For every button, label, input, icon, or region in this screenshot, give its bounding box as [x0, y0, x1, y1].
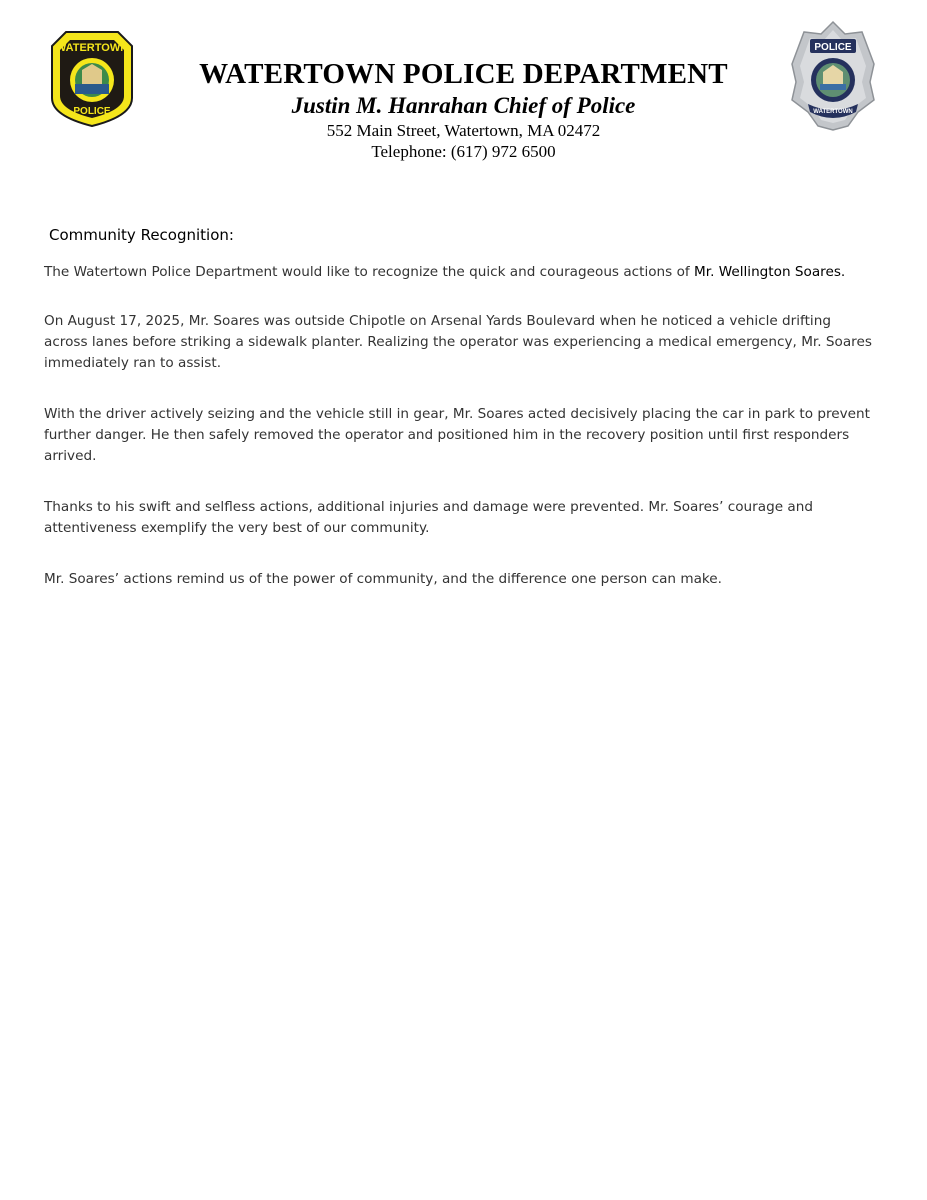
incident-paragraph: On August 17, 2025, Mr. Soares was outside Chipotle on Arsenal Yards Boulevard when he noticed a vehicle drifting across lanes before striking a sidewalk planter. Realizing the operator was experiencing a medical emergency, Mr. Soares immediately ran to assist. — [44, 313, 872, 371]
letter-body — [44, 226, 874, 620]
intro-paragraph — [44, 262, 874, 283]
actions-paragraph: With the driver actively seizing and the vehicle still in gear, Mr. Soares acted decisively placing the car in park to prevent further danger. He then safely removed the operator and positioned him in the recovery position until first responders arrived. — [44, 406, 870, 464]
closing-paragraph: Mr. Soares’ actions remind us of the power of community, and the difference one person can make. — [44, 571, 722, 587]
chief-name: Justin M. Hanrahan Chief of Police — [291, 93, 636, 118]
telephone: Telephone: (617) 972 6500 — [371, 142, 556, 161]
letterhead — [0, 0, 927, 190]
police-patch-icon — [48, 28, 136, 128]
intro-text: The Watertown Police Department would like to recognize the quick and courageous actions of — [44, 264, 695, 280]
department-name: WATERTOWN POLICE DEPARTMENT — [199, 58, 728, 90]
address: 552 Main Street, Watertown, MA 02472 — [326, 121, 601, 140]
outcome-paragraph: Thanks to his swift and selfless actions, additional injuries and damage were prevented. Mr. Soares’ courage and attentiveness exemplify the very best of our community. — [44, 499, 813, 536]
honoree-name: Mr. Wellington Soares. — [694, 264, 846, 280]
svg-text:WATERTOWN: WATERTOWN — [55, 42, 129, 54]
svg-text:POLICE: POLICE — [814, 42, 852, 53]
section-heading: Community Recognition: — [49, 226, 234, 244]
police-badge-icon — [790, 20, 876, 132]
svg-text:WATERTOWN: WATERTOWN — [813, 109, 853, 115]
svg-text:POLICE: POLICE — [73, 106, 111, 117]
